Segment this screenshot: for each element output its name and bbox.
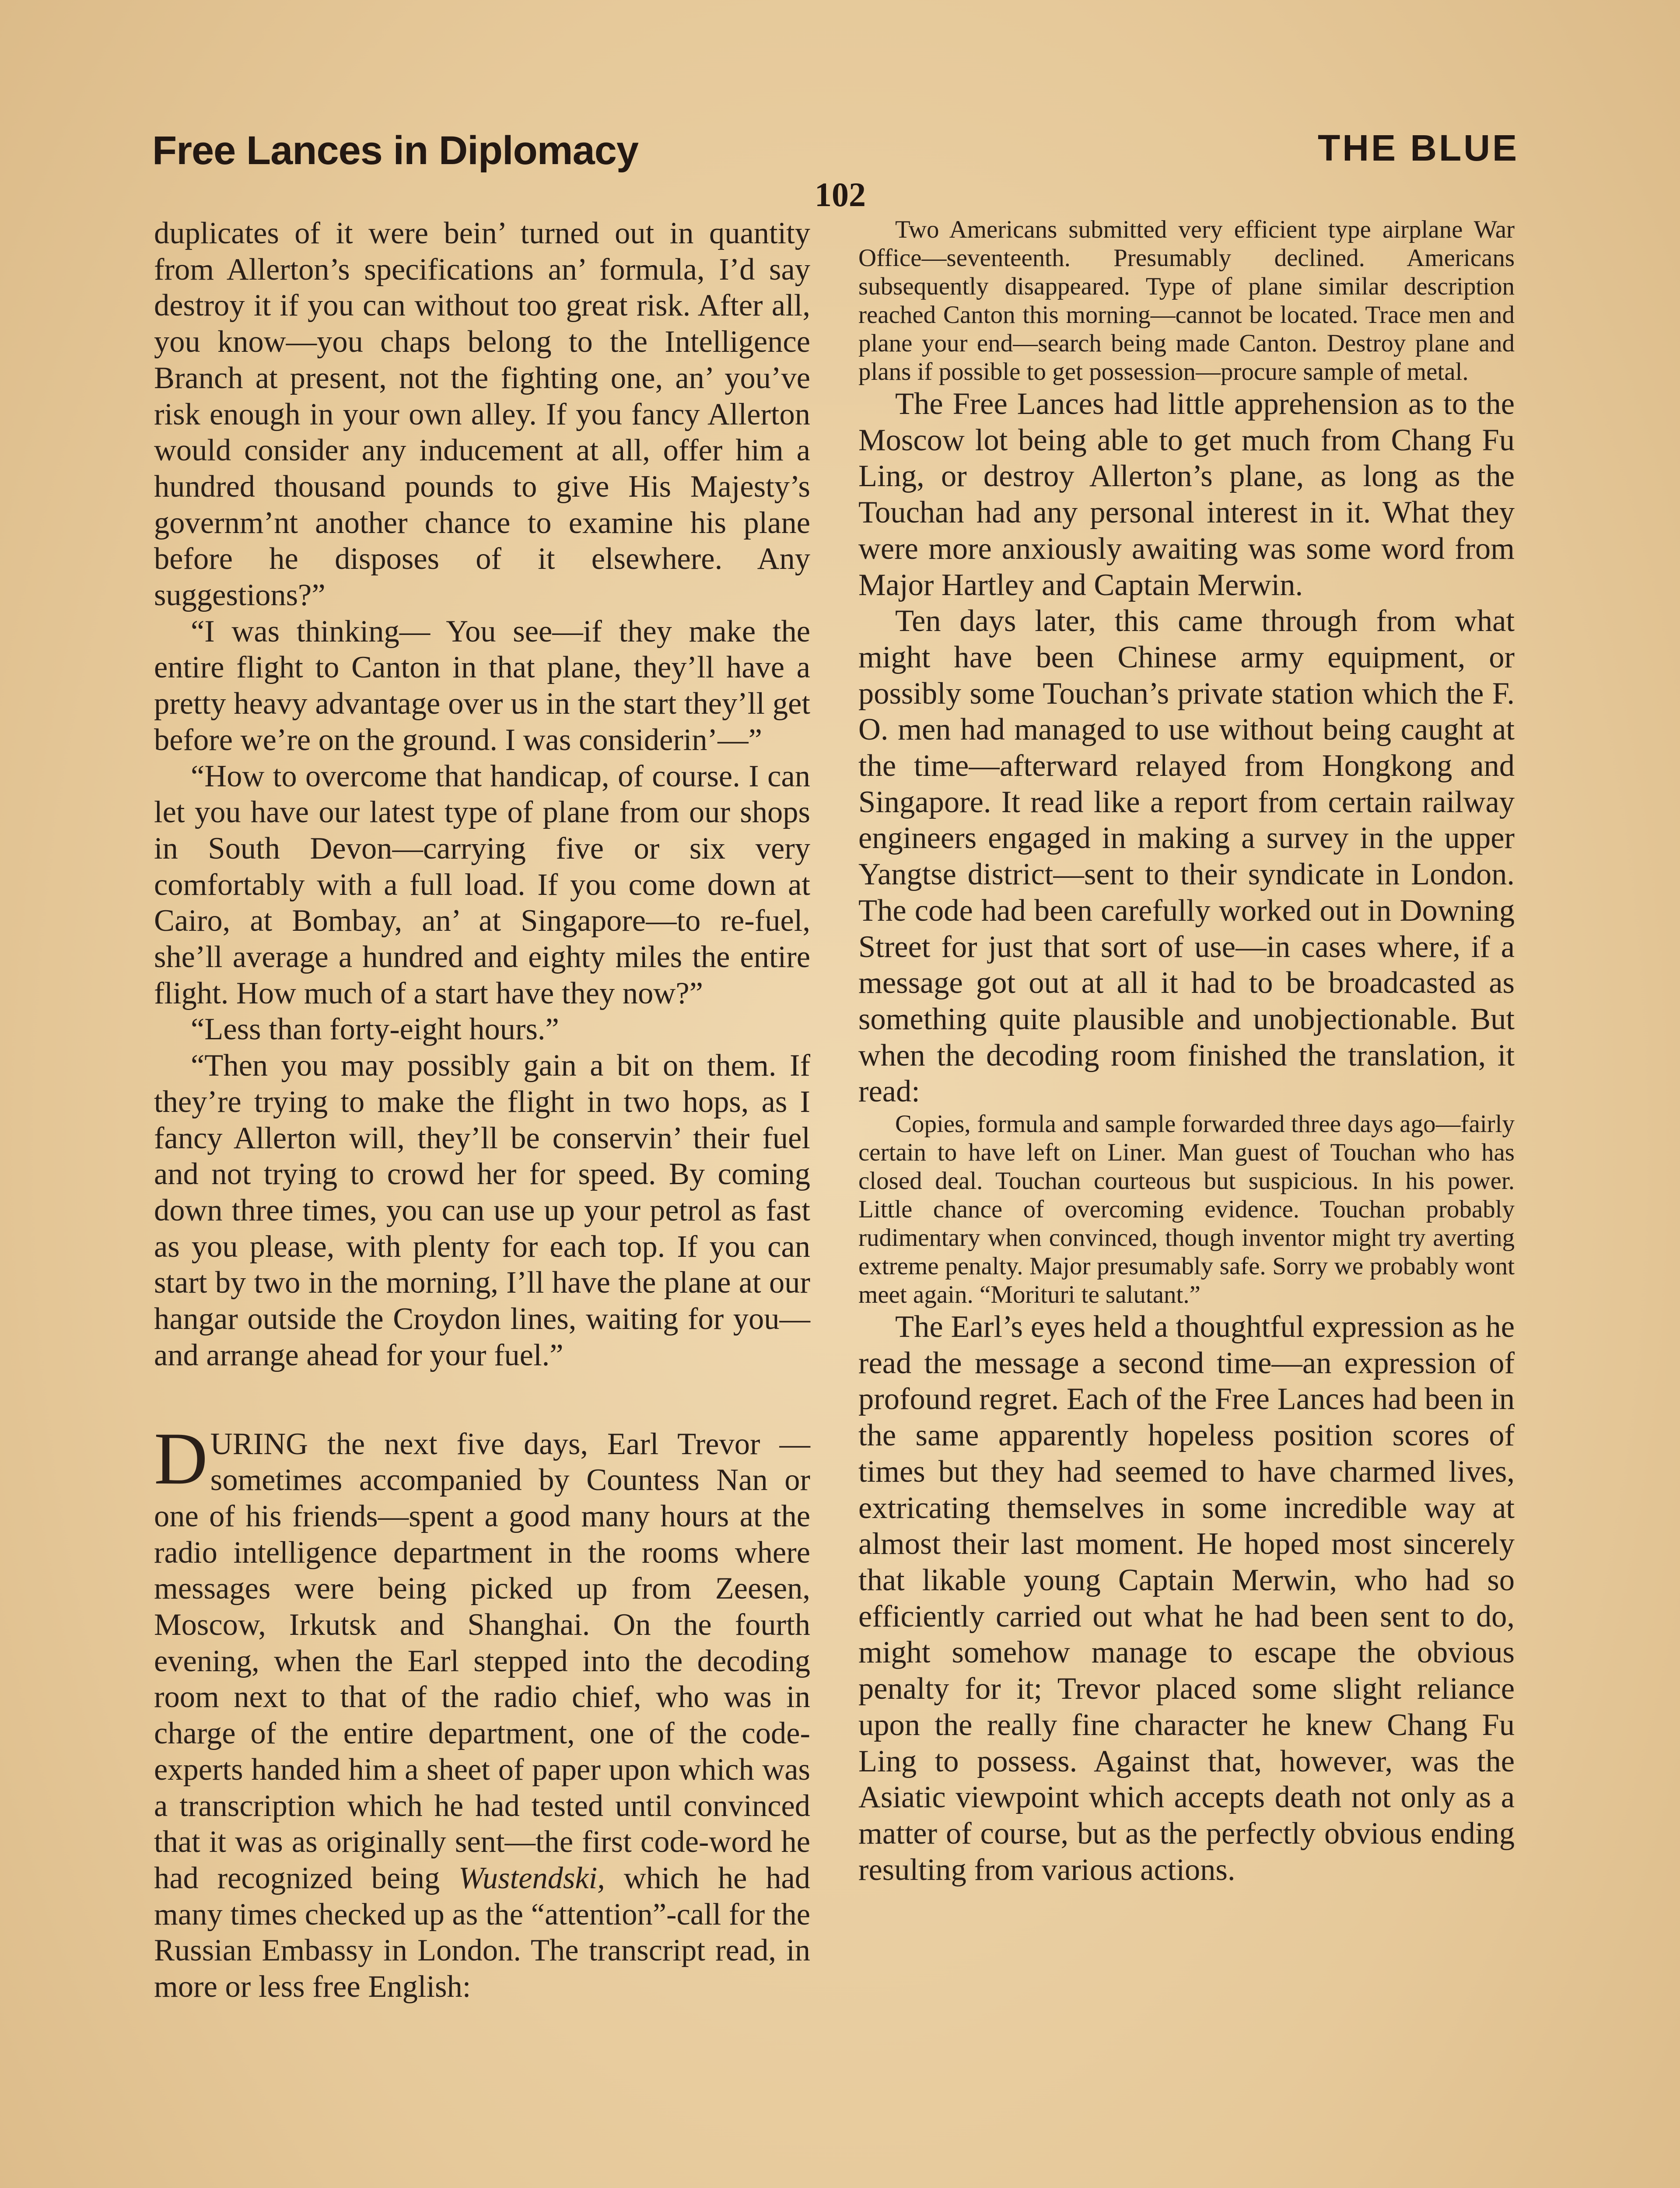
section-break xyxy=(154,1374,810,1426)
code-word: Wustendski, xyxy=(458,1861,605,1895)
magazine-title: THE BLUE xyxy=(1318,127,1519,168)
left-column xyxy=(154,215,810,2005)
page-number: 102 xyxy=(815,175,866,214)
right-column xyxy=(858,215,1515,1888)
paragraph: “Then you may possibly gain a bit on them. If they’re trying to make the flight in two hops, as I fancy Allerton will, they’ll be conservin’ their fuel and not trying to crowd her for speed. By coming down three times, you can use up your petrol as fast as you please, with plenty for each top. If you can start by two in the morning, I’ll have the plane at our hangar outside the Croydon lines, waiting for you—and arrange ahead for your fuel.” xyxy=(154,1048,810,1372)
drop-cap: D xyxy=(154,1417,208,1500)
paragraph: “How to overcome that handicap, of course. I can let you have our latest type of plane from our shops in South Devon—carrying five or six very comfortably with a full load. If you come down at Cairo, at Bombay, an’ at Singapore—to re-fuel, she’ll average a hundred and eighty miles the entire flight. How much of a start have they now?” xyxy=(154,759,810,1010)
paragraph: “Less than forty-eight hours.” xyxy=(191,1012,559,1047)
paragraph: “I was thinking— You see—if they make the entire flight to Canton in that plane, they’ll have a pretty heavy advantage over us in the start they’ll get before we’re on the ground. I was considerin’—” xyxy=(154,614,810,757)
paragraph: The Earl’s eyes held a thoughtful expression as he read the message a second time—an expression of profound regret. Each of the Free Lances had been in the same apparently hopeless position scores of times but they had seemed to have charmed lives, extricating themselves in some incredible way at almost their last moment. He hoped most sincerely that likable young Captain Merwin, who had so efficiently carried out what he had been sent to do, might somehow manage to escape the obvious penalty for it; Trevor placed some slight reliance upon the really fine character he knew Chang Fu Ling to possess. Against that, however, was the Asiatic viewpoint which accepts death not only as a matter of course, but as the perfectly obvious ending resulting from various actions. xyxy=(858,1310,1515,1887)
decoded-message: Copies, formula and sample forwarded three days ago—fairly certain to have left on Liner. Man guest of Touchan who has closed deal. Touchan courteous but suspicious. In his power. Little chance of overcoming evidence. Touchan probably rudimentary when convinced, though inventor might try averting extreme penalty. Major presumably safe. Sorry we probably wont meet again. “Morituri te salutant.” xyxy=(858,1110,1515,1309)
paragraph-text: which he had many times checked up as the “attention”-call for the Russian Embassy in London. The transcript read, in more or less free English: xyxy=(154,1861,810,2004)
decoded-message: Two Americans submitted very efficient type airplane War Office—seventeenth. Presumably declined. Americans subsequently disappeared. Type of plane similar description reached Canton this morning—cannot be located. Trace men and plane your end—search being made Canton. Destroy plane and plans if possible to get possession—procure sample of metal. xyxy=(858,216,1515,386)
running-title: Free Lances in Diplomacy xyxy=(152,128,639,173)
paragraph: Ten days later, this came through from what might have been Chinese army equipment, or possibly some Touchan’s private station which the F. O. men had managed to use without being caught at the time—afterward relayed from Hongkong and Singapore. It read like a report from certain railway engineers engaged in making a survey in the upper Yangtse district—sent to their syndicate in London. The code had been carefully worked out in Downing Street for just that sort of use—in cases where, if a message got out at all it had to be broadcasted as something quite plausible and unobjectionable. But when the decoding room finished the translation, it read: xyxy=(858,604,1515,1109)
paragraph: The Free Lances had little apprehension as to the Moscow lot being able to get much from Chang Fu Ling, or destroy Allerton’s plane, as long as the Touchan had any personal interest in it. What they were more anxiously awaiting was some word from Major Hartley and Captain Merwin. xyxy=(858,387,1515,602)
paragraph: duplicates of it were bein’ turned out in quantity from Allerton’s specifications an’ formula, I’d say destroy it if you can without too great risk. After all, you know—you chaps belong to the Intelligence Branch at present, not the fighting one, an’ you’ve risk enough in your own alley. If you fancy Allerton would consider any inducement at all, offer him a hundred thousand pounds to give His Majesty’s governm’nt another chance to examine his plane before he disposes of it elsewhere. Any suggestions?” xyxy=(154,216,810,613)
paragraph-text: URING the next five days, Earl Trevor —sometimes accompanied by Countess Nan or one of his friends—spent a good many hours at the radio intelligence department in the rooms where messages were being picked up from Zeesen, Moscow, Irkutsk and Shanghai. On the fourth evening, when the Earl stepped into the decoding room next to that of the radio chief, who was in charge of the entire department, one of the code-experts handed him a sheet of paper upon which was a transcription which he had tested until convinced that it was as originally sent—the first code-word he had recognized being xyxy=(154,1427,810,1895)
section-opening-paragraph xyxy=(154,1417,810,2005)
